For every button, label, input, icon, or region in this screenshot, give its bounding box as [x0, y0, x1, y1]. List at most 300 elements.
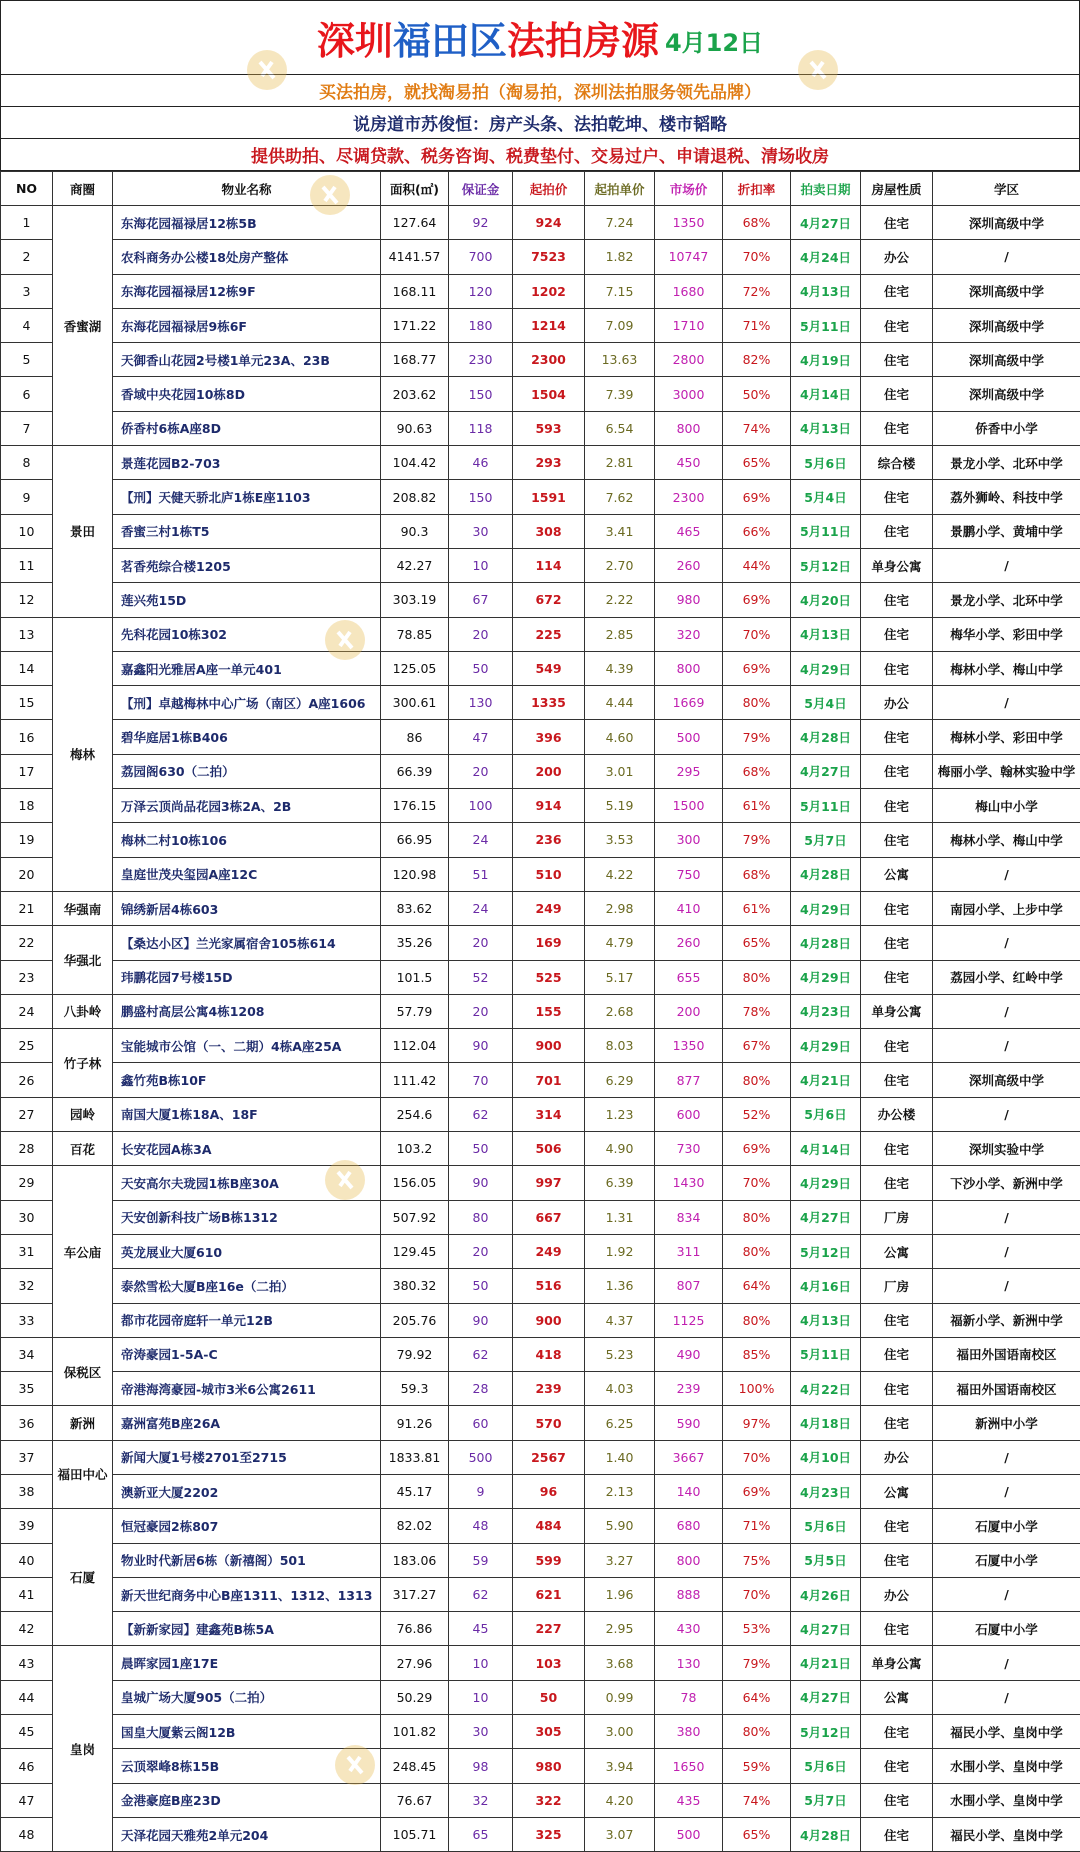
auction-date: 4月18日 — [791, 1406, 861, 1440]
school-district: / — [933, 1474, 1080, 1508]
unit-price: 7.15 — [585, 274, 655, 308]
unit-price: 3.07 — [585, 1817, 655, 1851]
school-district: 深圳实验中学 — [933, 1132, 1080, 1166]
market-price: 980 — [655, 583, 723, 617]
property-name: 长安花园A栋3A — [113, 1132, 381, 1166]
unit-price: 4.22 — [585, 857, 655, 891]
row-no: 1 — [1, 206, 53, 240]
unit-price: 1.92 — [585, 1234, 655, 1268]
deposit: 98 — [449, 1749, 513, 1783]
area: 76.67 — [381, 1783, 449, 1817]
row-no: 4 — [1, 308, 53, 342]
col-header-district: 商圈 — [53, 172, 113, 206]
school-district: 福民小学、皇岗中学 — [933, 1715, 1080, 1749]
row-no: 12 — [1, 583, 53, 617]
area: 112.04 — [381, 1029, 449, 1063]
row-no: 6 — [1, 377, 53, 411]
deposit: 52 — [449, 960, 513, 994]
start-price: 672 — [513, 583, 585, 617]
auction-date: 4月29日 — [791, 1166, 861, 1200]
school-district: 梅林小学、彩田中学 — [933, 720, 1080, 754]
table-row — [1, 960, 1080, 994]
district-cell: 园岭 — [53, 1097, 113, 1131]
market-price: 3000 — [655, 377, 723, 411]
table-body — [1, 206, 1080, 1852]
property-name: 茗香苑综合楼1205 — [113, 548, 381, 582]
table-row — [1, 754, 1080, 788]
market-price: 800 — [655, 1543, 723, 1577]
unit-price: 6.54 — [585, 411, 655, 445]
market-price: 380 — [655, 1715, 723, 1749]
table-row — [1, 1474, 1080, 1508]
property-type: 住宅 — [861, 411, 933, 445]
area: 248.45 — [381, 1749, 449, 1783]
market-price: 834 — [655, 1200, 723, 1234]
discount-rate: 68% — [723, 754, 791, 788]
district-cell: 景田 — [53, 446, 113, 617]
discount-rate: 67% — [723, 1029, 791, 1063]
property-type: 办公 — [861, 1577, 933, 1611]
district-cell: 华强南 — [53, 891, 113, 925]
school-district: 梅林小学、梅山中学 — [933, 651, 1080, 685]
auction-date: 5月6日 — [791, 1509, 861, 1543]
auction-date: 4月27日 — [791, 754, 861, 788]
auction-date: 4月27日 — [791, 1200, 861, 1234]
auction-date: 4月27日 — [791, 1612, 861, 1646]
market-price: 1650 — [655, 1749, 723, 1783]
property-type: 住宅 — [861, 960, 933, 994]
market-price: 10747 — [655, 240, 723, 274]
discount-rate: 69% — [723, 480, 791, 514]
col-header-auction-date: 拍卖日期 — [791, 172, 861, 206]
market-price: 300 — [655, 823, 723, 857]
school-district: 荔外狮岭、科技中学 — [933, 480, 1080, 514]
property-type: 住宅 — [861, 1063, 933, 1097]
row-no: 25 — [1, 1029, 53, 1063]
auction-date: 4月10日 — [791, 1440, 861, 1474]
area: 4141.57 — [381, 240, 449, 274]
start-price: 599 — [513, 1543, 585, 1577]
row-no: 24 — [1, 994, 53, 1028]
deposit: 10 — [449, 548, 513, 582]
row-no: 30 — [1, 1200, 53, 1234]
area: 171.22 — [381, 308, 449, 342]
area: 205.76 — [381, 1303, 449, 1337]
area: 27.96 — [381, 1646, 449, 1680]
property-type: 住宅 — [861, 1029, 933, 1063]
deposit: 9 — [449, 1474, 513, 1508]
auction-date: 5月4日 — [791, 686, 861, 720]
table-row — [1, 1680, 1080, 1714]
school-district: 福田外国语南校区 — [933, 1372, 1080, 1406]
market-price: 260 — [655, 926, 723, 960]
discount-rate: 74% — [723, 1783, 791, 1817]
property-type: 住宅 — [861, 1543, 933, 1577]
auction-date: 4月23日 — [791, 994, 861, 1028]
unit-price: 7.09 — [585, 308, 655, 342]
school-district: 南园小学、上步中学 — [933, 891, 1080, 925]
row-no: 11 — [1, 548, 53, 582]
row-no: 18 — [1, 789, 53, 823]
school-district: 水围小学、皇岗中学 — [933, 1783, 1080, 1817]
market-price: 1500 — [655, 789, 723, 823]
discount-rate: 50% — [723, 377, 791, 411]
start-price: 900 — [513, 1303, 585, 1337]
unit-price: 5.17 — [585, 960, 655, 994]
deposit: 48 — [449, 1509, 513, 1543]
auction-date: 4月16日 — [791, 1269, 861, 1303]
school-district: / — [933, 686, 1080, 720]
discount-rate: 80% — [723, 1200, 791, 1234]
deposit: 180 — [449, 308, 513, 342]
property-name: 天御香山花园2号楼1单元23A、23B — [113, 343, 381, 377]
school-district: 梅华小学、彩田中学 — [933, 617, 1080, 651]
discount-rate: 44% — [723, 548, 791, 582]
row-no: 34 — [1, 1337, 53, 1371]
row-no: 44 — [1, 1680, 53, 1714]
auction-date: 4月13日 — [791, 274, 861, 308]
market-price: 680 — [655, 1509, 723, 1543]
discount-rate: 80% — [723, 960, 791, 994]
property-type: 公寓 — [861, 857, 933, 891]
area: 168.77 — [381, 343, 449, 377]
property-type: 住宅 — [861, 377, 933, 411]
unit-price: 4.03 — [585, 1372, 655, 1406]
auction-date: 4月29日 — [791, 960, 861, 994]
property-name: 【新新家园】建鑫苑B栋5A — [113, 1612, 381, 1646]
row-no: 33 — [1, 1303, 53, 1337]
deposit: 20 — [449, 1234, 513, 1268]
table-row — [1, 411, 1080, 445]
auction-date: 4月24日 — [791, 240, 861, 274]
auction-date: 4月13日 — [791, 617, 861, 651]
area: 156.05 — [381, 1166, 449, 1200]
start-price: 1214 — [513, 308, 585, 342]
area: 101.5 — [381, 960, 449, 994]
school-district: 梅林小学、梅山中学 — [933, 823, 1080, 857]
start-price: 484 — [513, 1509, 585, 1543]
deposit: 32 — [449, 1783, 513, 1817]
unit-price: 2.98 — [585, 891, 655, 925]
school-district: / — [933, 1029, 1080, 1063]
property-name: 鑫竹苑B栋10F — [113, 1063, 381, 1097]
property-name: 锦绣新居4栋603 — [113, 891, 381, 925]
property-name: 宝能城市公馆（一、二期）4栋A座25A — [113, 1029, 381, 1063]
property-type: 住宅 — [861, 583, 933, 617]
row-no: 22 — [1, 926, 53, 960]
table-row — [1, 583, 1080, 617]
auction-date: 4月21日 — [791, 1646, 861, 1680]
row-no: 40 — [1, 1543, 53, 1577]
school-district: / — [933, 1234, 1080, 1268]
property-name: 景莲花园B2-703 — [113, 446, 381, 480]
start-price: 239 — [513, 1372, 585, 1406]
property-type: 住宅 — [861, 1166, 933, 1200]
school-district: 景鹏小学、黄埔中学 — [933, 514, 1080, 548]
market-price: 140 — [655, 1474, 723, 1508]
table-header-row — [1, 172, 1080, 206]
table-row — [1, 514, 1080, 548]
deposit: 62 — [449, 1337, 513, 1371]
start-price: 7523 — [513, 240, 585, 274]
deposit: 500 — [449, 1440, 513, 1474]
district-cell: 新洲 — [53, 1406, 113, 1440]
property-type: 住宅 — [861, 1132, 933, 1166]
deposit: 59 — [449, 1543, 513, 1577]
property-name: 物业时代新居6栋（新禧阁）501 — [113, 1543, 381, 1577]
row-no: 45 — [1, 1715, 53, 1749]
table-row — [1, 446, 1080, 480]
market-price: 600 — [655, 1097, 723, 1131]
discount-rate: 71% — [723, 1509, 791, 1543]
unit-price: 7.24 — [585, 206, 655, 240]
school-district: / — [933, 1440, 1080, 1474]
area: 317.27 — [381, 1577, 449, 1611]
row-no: 19 — [1, 823, 53, 857]
start-price: 980 — [513, 1749, 585, 1783]
start-price: 549 — [513, 651, 585, 685]
start-price: 314 — [513, 1097, 585, 1131]
deposit: 130 — [449, 686, 513, 720]
unit-price: 7.39 — [585, 377, 655, 411]
start-price: 1591 — [513, 480, 585, 514]
table-row — [1, 1029, 1080, 1063]
start-price: 593 — [513, 411, 585, 445]
row-no: 42 — [1, 1612, 53, 1646]
property-type: 住宅 — [861, 1406, 933, 1440]
row-no: 9 — [1, 480, 53, 514]
school-district: 深圳高级中学 — [933, 1063, 1080, 1097]
auction-date: 4月26日 — [791, 1577, 861, 1611]
area: 103.2 — [381, 1132, 449, 1166]
market-price: 450 — [655, 446, 723, 480]
market-price: 800 — [655, 651, 723, 685]
auction-date: 4月29日 — [791, 1029, 861, 1063]
property-type: 办公楼 — [861, 1097, 933, 1131]
start-price: 1504 — [513, 377, 585, 411]
area: 79.92 — [381, 1337, 449, 1371]
property-type: 住宅 — [861, 206, 933, 240]
unit-price: 5.90 — [585, 1509, 655, 1543]
start-price: 103 — [513, 1646, 585, 1680]
row-no: 7 — [1, 411, 53, 445]
property-name: 泰然雪松大厦B座16e（二拍） — [113, 1269, 381, 1303]
property-type: 住宅 — [861, 308, 933, 342]
discount-rate: 100% — [723, 1372, 791, 1406]
property-name: 新天世纪商务中心B座1311、1312、1313 — [113, 1577, 381, 1611]
auction-date: 4月13日 — [791, 411, 861, 445]
unit-price: 6.29 — [585, 1063, 655, 1097]
school-district: / — [933, 1646, 1080, 1680]
deposit: 10 — [449, 1680, 513, 1714]
market-price: 730 — [655, 1132, 723, 1166]
discount-rate: 53% — [723, 1612, 791, 1646]
property-type: 住宅 — [861, 1612, 933, 1646]
row-no: 16 — [1, 720, 53, 754]
area: 176.15 — [381, 789, 449, 823]
unit-price: 6.25 — [585, 1406, 655, 1440]
table-row — [1, 720, 1080, 754]
table-row — [1, 548, 1080, 582]
market-price: 1710 — [655, 308, 723, 342]
start-price: 900 — [513, 1029, 585, 1063]
discount-rate: 70% — [723, 240, 791, 274]
table-row — [1, 1646, 1080, 1680]
market-price: 500 — [655, 1817, 723, 1851]
table-row — [1, 377, 1080, 411]
property-name: 帝涛豪园1-5A-C — [113, 1337, 381, 1371]
property-type: 办公 — [861, 1440, 933, 1474]
unit-price: 1.96 — [585, 1577, 655, 1611]
start-price: 418 — [513, 1337, 585, 1371]
school-district: 福民小学、皇岗中学 — [933, 1817, 1080, 1851]
table-row — [1, 1749, 1080, 1783]
table-row — [1, 789, 1080, 823]
discount-rate: 64% — [723, 1269, 791, 1303]
property-type: 厂房 — [861, 1200, 933, 1234]
table-row — [1, 651, 1080, 685]
property-type: 办公 — [861, 240, 933, 274]
district-cell: 八卦岭 — [53, 994, 113, 1028]
row-no: 43 — [1, 1646, 53, 1680]
school-district: 石厦中小学 — [933, 1543, 1080, 1577]
discount-rate: 79% — [723, 720, 791, 754]
area: 380.32 — [381, 1269, 449, 1303]
school-district: 深圳高级中学 — [933, 308, 1080, 342]
school-district: / — [933, 240, 1080, 274]
property-type: 住宅 — [861, 891, 933, 925]
district-cell: 保税区 — [53, 1337, 113, 1406]
start-price: 701 — [513, 1063, 585, 1097]
auction-date: 4月22日 — [791, 1372, 861, 1406]
discount-rate: 69% — [723, 1132, 791, 1166]
property-name: 英龙展业大厦610 — [113, 1234, 381, 1268]
school-district: 深圳高级中学 — [933, 343, 1080, 377]
unit-price: 0.99 — [585, 1680, 655, 1714]
auction-date: 4月29日 — [791, 651, 861, 685]
deposit: 30 — [449, 1715, 513, 1749]
school-district: 水围小学、皇岗中学 — [933, 1749, 1080, 1783]
table-row — [1, 206, 1080, 240]
start-price: 516 — [513, 1269, 585, 1303]
property-type: 住宅 — [861, 617, 933, 651]
discount-rate: 65% — [723, 1817, 791, 1851]
area: 120.98 — [381, 857, 449, 891]
unit-price: 1.82 — [585, 240, 655, 274]
deposit: 20 — [449, 754, 513, 788]
property-type: 住宅 — [861, 480, 933, 514]
auction-date: 4月28日 — [791, 857, 861, 891]
start-price: 322 — [513, 1783, 585, 1817]
area: 90.63 — [381, 411, 449, 445]
row-no: 14 — [1, 651, 53, 685]
discount-rate: 82% — [723, 343, 791, 377]
table-row — [1, 891, 1080, 925]
market-price: 320 — [655, 617, 723, 651]
deposit: 51 — [449, 857, 513, 891]
row-no: 29 — [1, 1166, 53, 1200]
market-price: 130 — [655, 1646, 723, 1680]
market-price: 2800 — [655, 343, 723, 377]
discount-rate: 72% — [723, 274, 791, 308]
start-price: 169 — [513, 926, 585, 960]
table-row — [1, 1097, 1080, 1131]
school-district: / — [933, 1200, 1080, 1234]
table-row — [1, 1612, 1080, 1646]
school-district: / — [933, 994, 1080, 1028]
market-price: 807 — [655, 1269, 723, 1303]
property-name: 澳新亚大厦2202 — [113, 1474, 381, 1508]
col-header-school: 学区 — [933, 172, 1080, 206]
district-cell: 皇岗 — [53, 1646, 113, 1852]
discount-rate: 74% — [723, 411, 791, 445]
deposit: 20 — [449, 994, 513, 1028]
property-type: 住宅 — [861, 823, 933, 857]
deposit: 92 — [449, 206, 513, 240]
col-header-deposit: 保证金 — [449, 172, 513, 206]
table-row — [1, 1234, 1080, 1268]
deposit: 90 — [449, 1029, 513, 1063]
school-district: / — [933, 1097, 1080, 1131]
row-no: 39 — [1, 1509, 53, 1543]
unit-price: 3.01 — [585, 754, 655, 788]
row-no: 32 — [1, 1269, 53, 1303]
property-type: 单身公寓 — [861, 994, 933, 1028]
property-type: 公寓 — [861, 1474, 933, 1508]
row-no: 31 — [1, 1234, 53, 1268]
row-no: 26 — [1, 1063, 53, 1097]
area: 129.45 — [381, 1234, 449, 1268]
discount-rate: 69% — [723, 651, 791, 685]
start-price: 305 — [513, 1715, 585, 1749]
area: 59.3 — [381, 1372, 449, 1406]
property-type: 厂房 — [861, 1269, 933, 1303]
area: 86 — [381, 720, 449, 754]
market-price: 435 — [655, 1783, 723, 1817]
deposit: 65 — [449, 1817, 513, 1851]
start-price: 155 — [513, 994, 585, 1028]
property-type: 住宅 — [861, 1372, 933, 1406]
deposit: 50 — [449, 1132, 513, 1166]
unit-price: 4.39 — [585, 651, 655, 685]
property-name: 【桑达小区】兰光家属宿舍105栋614 — [113, 926, 381, 960]
unit-price: 4.90 — [585, 1132, 655, 1166]
start-price: 570 — [513, 1406, 585, 1440]
property-name: 皇庭世茂央玺园A座12C — [113, 857, 381, 891]
row-no: 38 — [1, 1474, 53, 1508]
school-district: 梅丽小学、翰林实验中学 — [933, 754, 1080, 788]
area: 101.82 — [381, 1715, 449, 1749]
property-type: 综合楼 — [861, 446, 933, 480]
auction-date: 5月12日 — [791, 1234, 861, 1268]
property-name: 都市花园帝庭轩一单元12B — [113, 1303, 381, 1337]
market-price: 1430 — [655, 1166, 723, 1200]
school-district: 景龙小学、北环中学 — [933, 446, 1080, 480]
property-name: 帝港海湾豪园-城市3米6公寓2611 — [113, 1372, 381, 1406]
market-price: 410 — [655, 891, 723, 925]
school-district: 梅山中小学 — [933, 789, 1080, 823]
deposit: 150 — [449, 377, 513, 411]
property-name: 梅林二村10栋106 — [113, 823, 381, 857]
deposit: 20 — [449, 617, 513, 651]
school-district: / — [933, 857, 1080, 891]
market-price: 239 — [655, 1372, 723, 1406]
property-type: 住宅 — [861, 1303, 933, 1337]
table-row — [1, 1063, 1080, 1097]
school-district: 石厦中小学 — [933, 1509, 1080, 1543]
unit-price: 8.03 — [585, 1029, 655, 1063]
discount-rate: 80% — [723, 1715, 791, 1749]
